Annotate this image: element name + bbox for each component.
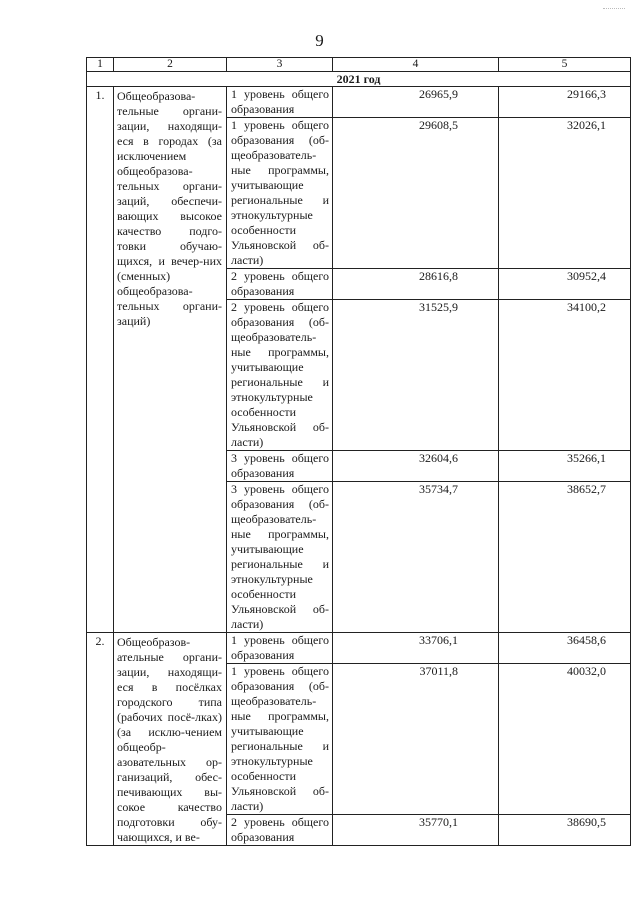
row-index: 2. xyxy=(87,633,114,846)
row-index: 1. xyxy=(87,87,114,633)
value-col-4: 37011,8 xyxy=(333,664,499,815)
value-col-4: 28616,8 xyxy=(333,269,499,300)
value-col-4: 33706,1 xyxy=(333,633,499,664)
tariff-table xyxy=(86,57,631,846)
education-level: 1 уровень общего образования xyxy=(227,87,333,118)
education-level: 3 уровень общего образования xyxy=(227,451,333,482)
column-number: 1 xyxy=(87,58,114,72)
column-number-row xyxy=(87,58,631,72)
value-col-4: 29608,5 xyxy=(333,118,499,269)
education-level: 1 уровень общего образования (об-щеобразователь-ные программы, учитывающие региональные и этнокультурные особенности Ульяновской об-ласти) xyxy=(227,118,333,269)
value-col-4: 31525,9 xyxy=(333,300,499,451)
value-col-5: 38652,7 xyxy=(499,482,631,633)
value-col-4: 35734,7 xyxy=(333,482,499,633)
value-col-5: 38690,5 xyxy=(499,815,631,846)
column-number: 4 xyxy=(333,58,499,72)
scan-mark xyxy=(603,8,625,9)
education-level: 2 уровень общего образования xyxy=(227,269,333,300)
value-col-4: 35770,1 xyxy=(333,815,499,846)
value-col-4: 32604,6 xyxy=(333,451,499,482)
year-row xyxy=(87,72,631,87)
education-level: 2 уровень общего образования xyxy=(227,815,333,846)
organization-description: Общеобразов-ательные органи-зации, находящи-еся в посёлках городского типа (рабочих посё-лках) (за исклю-чением общеобр-азовательных ор-ганизаций, обес-печивающих вы-сокое качество подготовки обу-чающихся, и ве- xyxy=(114,633,227,846)
value-col-5: 34100,2 xyxy=(499,300,631,451)
column-number: 3 xyxy=(227,58,333,72)
education-level: 3 уровень общего образования (об-щеобразователь-ные программы, учитывающие региональные и этнокультурные особенности Ульяновской об-ласти) xyxy=(227,482,333,633)
value-col-4: 26965,9 xyxy=(333,87,499,118)
value-col-5: 36458,6 xyxy=(499,633,631,664)
column-number: 5 xyxy=(499,58,631,72)
education-level: 2 уровень общего образования (об-щеобразователь-ные программы, учитывающие региональные и этнокультурные особенности Ульяновской об-ласти) xyxy=(227,300,333,451)
education-level: 1 уровень общего образования (об-щеобразователь-ные программы, учитывающие региональные и этнокультурные особенности Ульяновской об-ласти) xyxy=(227,664,333,815)
table-row xyxy=(87,87,631,118)
value-col-5: 32026,1 xyxy=(499,118,631,269)
organization-description: Общеобразова-тельные органи-зации, находящи-еся в городах (за исключением общеобразова-тельных органи-заций, обеспечи-вающих высокое качество подго-товки обучаю-щихся, и вечер-них (сменных) общеобразова-тельных органи-заций) xyxy=(114,87,227,633)
year-label: 2021 год xyxy=(87,72,631,87)
table-row xyxy=(87,633,631,664)
value-col-5: 30952,4 xyxy=(499,269,631,300)
page-number: 9 xyxy=(315,31,325,50)
value-col-5: 29166,3 xyxy=(499,87,631,118)
education-level: 1 уровень общего образования xyxy=(227,633,333,664)
value-col-5: 35266,1 xyxy=(499,451,631,482)
value-col-5: 40032,0 xyxy=(499,664,631,815)
column-number: 2 xyxy=(114,58,227,72)
